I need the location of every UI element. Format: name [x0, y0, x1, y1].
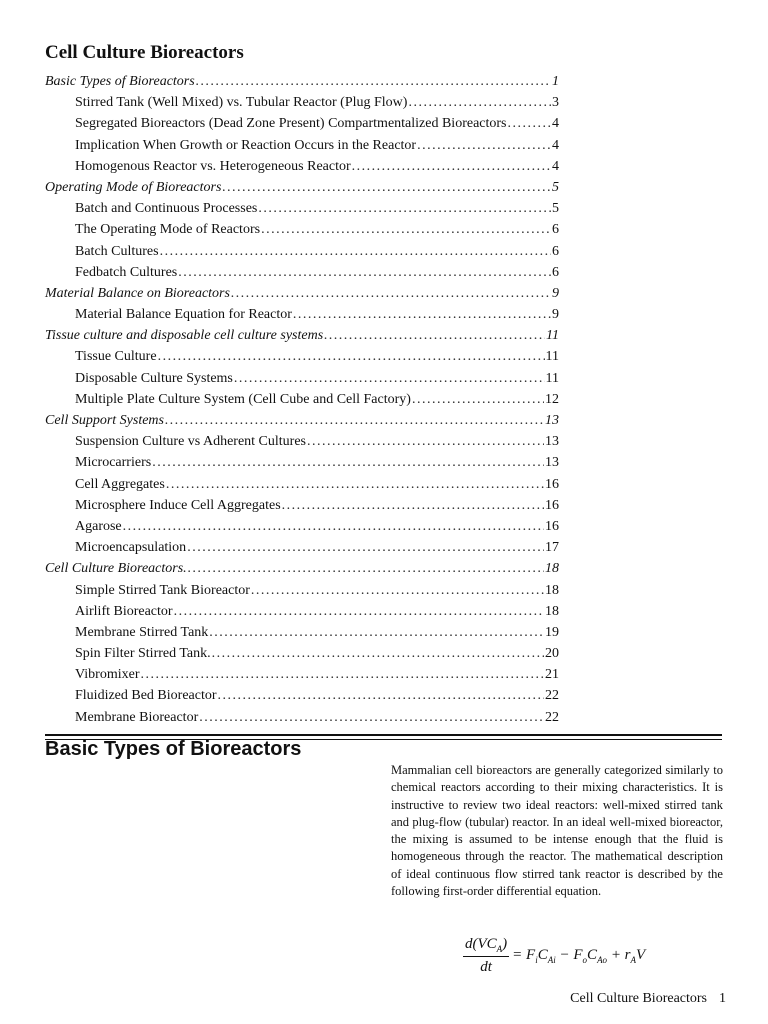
toc-page-number: 18 [545, 582, 559, 598]
toc-page-number: 6 [552, 243, 559, 259]
toc-dot-leader [222, 177, 551, 198]
toc-subsection-entry[interactable] [45, 304, 559, 325]
toc-page-number: 16 [545, 497, 559, 513]
footer-title: Cell Culture Bioreactors [570, 991, 707, 1006]
toc-entry-title: Cell Aggregates [75, 476, 165, 492]
toc-dot-leader [196, 71, 551, 92]
toc-subsection-entry[interactable] [45, 198, 559, 219]
toc-entry-title: Membrane Bioreactor [75, 709, 199, 725]
equation-numerator: $d(VC_A)$ [463, 936, 509, 957]
toc-subsection-entry[interactable] [45, 580, 559, 601]
toc-subsection-entry[interactable] [45, 537, 559, 558]
toc-page-number: 3 [552, 95, 559, 111]
toc-subsection-entry[interactable] [45, 156, 559, 177]
toc-entry-title: Spin Filter Stirred Tank. [75, 646, 211, 662]
toc-dot-leader [199, 707, 544, 728]
toc-page-number: 18 [545, 561, 559, 577]
toc-dot-leader [209, 622, 544, 643]
toc-entry-title: Batch Cultures [75, 243, 159, 259]
toc-entry-title: Implication When Growth or Reaction Occurs in the Reactor [75, 137, 417, 153]
toc-dot-leader [352, 156, 551, 177]
toc-page-number: 4 [552, 137, 559, 153]
differential-equation [463, 932, 645, 980]
toc-entry-title: Tissue Culture [75, 349, 157, 365]
equation-right-hand-side [512, 947, 645, 965]
toc-dot-leader [234, 368, 545, 389]
toc-dot-leader [307, 431, 544, 452]
toc-subsection-entry[interactable] [45, 707, 559, 728]
toc-dot-leader [166, 474, 544, 495]
toc-entry-title: Multiple Plate Culture System (Cell Cube and Cell Factory) [75, 391, 411, 407]
toc-page-number: 21 [545, 667, 559, 683]
toc-dot-leader [261, 219, 551, 240]
toc-subsection-entry[interactable] [45, 219, 559, 240]
toc-entry-title: Vibromixer [75, 667, 140, 683]
toc-page-number: 22 [545, 709, 559, 725]
toc-page-number: 11 [545, 349, 559, 365]
toc-dot-leader [160, 241, 551, 262]
toc-page-number: 4 [552, 158, 559, 174]
toc-page-number: 5 [552, 201, 559, 217]
toc-entry-title: Microencapsulation [75, 540, 187, 556]
toc-subsection-entry[interactable] [45, 622, 559, 643]
toc-page-number: 13 [545, 413, 559, 428]
equation-subscript: A [630, 955, 637, 965]
toc-dot-leader [324, 325, 545, 346]
toc-dot-leader [178, 262, 551, 283]
toc-dot-leader [174, 601, 544, 622]
toc-dot-leader [188, 558, 544, 579]
toc-dot-leader [408, 92, 551, 113]
toc-page-number: 13 [545, 434, 559, 450]
toc-entry-title: Airlift Bioreactor [75, 603, 173, 619]
toc-entry-title: Microsphere Induce Cell Aggregates [75, 497, 281, 513]
toc-entry-title: Fedbatch Cultures [75, 264, 178, 280]
toc-page-number: 17 [545, 540, 559, 556]
toc-page-number: 19 [545, 624, 559, 640]
toc-subsection-entry[interactable] [45, 664, 559, 685]
toc-dot-leader [293, 304, 551, 325]
toc-dot-leader [123, 516, 544, 537]
toc-subsection-entry[interactable] [45, 495, 559, 516]
toc-page-number: 18 [545, 603, 559, 619]
equation-denominator: dt [480, 959, 492, 975]
equation-term: V [636, 947, 646, 963]
page-footer [0, 991, 726, 1007]
toc-subsection-entry[interactable] [45, 368, 559, 389]
equation-term: − F [555, 947, 583, 963]
equation-subscript: Ao [597, 955, 608, 965]
toc-page-number: 9 [552, 285, 559, 301]
toc-subsection-entry[interactable] [45, 685, 559, 706]
toc-page-number: 5 [552, 179, 559, 195]
toc-page-number: 12 [545, 391, 559, 407]
section-heading: Basic Types of Bioreactors [45, 738, 302, 760]
toc-dot-leader [187, 537, 544, 558]
toc-subsection-entry[interactable] [45, 452, 559, 473]
toc-page-number: 13 [545, 455, 559, 471]
toc-page-number: 11 [545, 370, 559, 386]
toc-dot-leader [231, 283, 551, 304]
equation-term: = F [512, 947, 536, 963]
toc-entry-title: Homogenous Reactor vs. Heterogeneous Reactor [75, 158, 351, 174]
toc-page-number: 9 [552, 307, 559, 323]
equation-subscript: o [582, 955, 588, 965]
toc-entry-title: Tissue culture and disposable cell culture systems [45, 328, 324, 344]
toc-section-entry[interactable] [45, 177, 559, 198]
toc-section-entry[interactable] [45, 283, 559, 304]
toc-entry-title: Material Balance on Bioreactors [45, 285, 230, 301]
toc-subsection-entry[interactable] [45, 643, 559, 664]
toc-dot-leader [140, 664, 544, 685]
toc-page-number: 22 [545, 688, 559, 704]
toc-page-number: 6 [552, 264, 559, 280]
toc-subsection-entry[interactable] [45, 431, 559, 452]
toc-section-entry[interactable] [45, 410, 559, 431]
toc-entry-title: Material Balance Equation for Reactor [75, 307, 292, 323]
toc-dot-leader [158, 346, 545, 367]
toc-subsection-entry[interactable] [45, 389, 559, 410]
equation-subscript: i [535, 955, 538, 965]
toc-dot-leader [218, 685, 544, 706]
toc-section-entry[interactable] [45, 558, 559, 579]
table-of-contents [45, 71, 559, 728]
toc-entry-title: Operating Mode of Bioreactors [45, 179, 222, 195]
toc-entry-title: Agarose [75, 518, 122, 534]
toc-entry-title: Cell Culture Bioreactors. [45, 561, 187, 577]
toc-subsection-entry[interactable] [45, 601, 559, 622]
toc-subsection-entry[interactable] [45, 241, 559, 262]
equation-term: C [537, 947, 548, 963]
toc-entry-title: Disposable Culture Systems [75, 370, 233, 386]
toc-entry-title: Segregated Bioreactors (Dead Zone Present) Compartmentalized Bioreactors [75, 116, 507, 132]
toc-section-entry[interactable] [45, 325, 559, 346]
equation-term: C [587, 947, 598, 963]
toc-page-number: 1 [552, 74, 559, 89]
toc-entry-title: Batch and Continuous Processes [75, 201, 258, 217]
toc-dot-leader [412, 389, 544, 410]
toc-entry-title: Simple Stirred Tank Bioreactor [75, 582, 250, 598]
toc-dot-leader [417, 135, 551, 156]
equation-subscript: Ai [547, 955, 556, 965]
toc-subsection-entry[interactable] [45, 135, 559, 156]
toc-subsection-entry[interactable] [45, 262, 559, 283]
toc-title: Cell Culture Bioreactors [45, 42, 244, 63]
toc-subsection-entry[interactable] [45, 516, 559, 537]
toc-entry-title: The Operating Mode of Reactors [75, 222, 261, 238]
toc-entry-title: Microcarriers [75, 455, 152, 471]
toc-dot-leader [165, 410, 544, 431]
toc-entry-title: Stirred Tank (Well Mixed) vs. Tubular Reactor (Plug Flow) [75, 95, 408, 111]
toc-dot-leader [152, 452, 544, 473]
toc-page-number: 6 [552, 222, 559, 238]
toc-section-entry[interactable] [45, 71, 559, 92]
toc-page-number: 16 [545, 476, 559, 492]
toc-subsection-entry[interactable] [45, 346, 559, 367]
body-paragraph: Mammalian cell bioreactors are generally categorized similarly to chemical reactors according to their mixing characteristics. It is instructive to review two ideal reactors: well-mixed stirred tank and plug-flow (tubular) reactor. In an ideal well-mixed bioreactor, the mixing is assumed to be intense enough that the fluid is homogeneous through the reactor. The mathematical description of ideal continuous flow stirred tank reactor is described by the following first-order differential equation. [391, 763, 723, 899]
toc-dot-leader [282, 495, 544, 516]
equation-term: + r [607, 947, 631, 963]
toc-entry-title: Basic Types of Bioreactors [45, 74, 195, 89]
toc-subsection-entry[interactable] [45, 92, 559, 113]
footer-page-number: 1 [719, 991, 726, 1006]
toc-subsection-entry[interactable] [45, 113, 559, 134]
toc-entry-title: Cell Support Systems [45, 413, 164, 428]
toc-page-number: 20 [545, 646, 559, 662]
toc-dot-leader [212, 643, 544, 664]
toc-entry-title: Fluidized Bed Bioreactor [75, 688, 217, 704]
toc-page-number: 11 [546, 328, 559, 344]
toc-page-number: 16 [545, 518, 559, 534]
toc-subsection-entry[interactable] [45, 474, 559, 495]
toc-dot-leader [258, 198, 551, 219]
equation-fraction [463, 936, 509, 976]
toc-dot-leader [251, 580, 544, 601]
section-rule-thick [45, 734, 722, 736]
toc-dot-leader [508, 113, 551, 134]
toc-entry-title: Suspension Culture vs Adherent Cultures [75, 434, 306, 450]
toc-page-number: 4 [552, 116, 559, 132]
toc-entry-title: Membrane Stirred Tank [75, 624, 209, 640]
